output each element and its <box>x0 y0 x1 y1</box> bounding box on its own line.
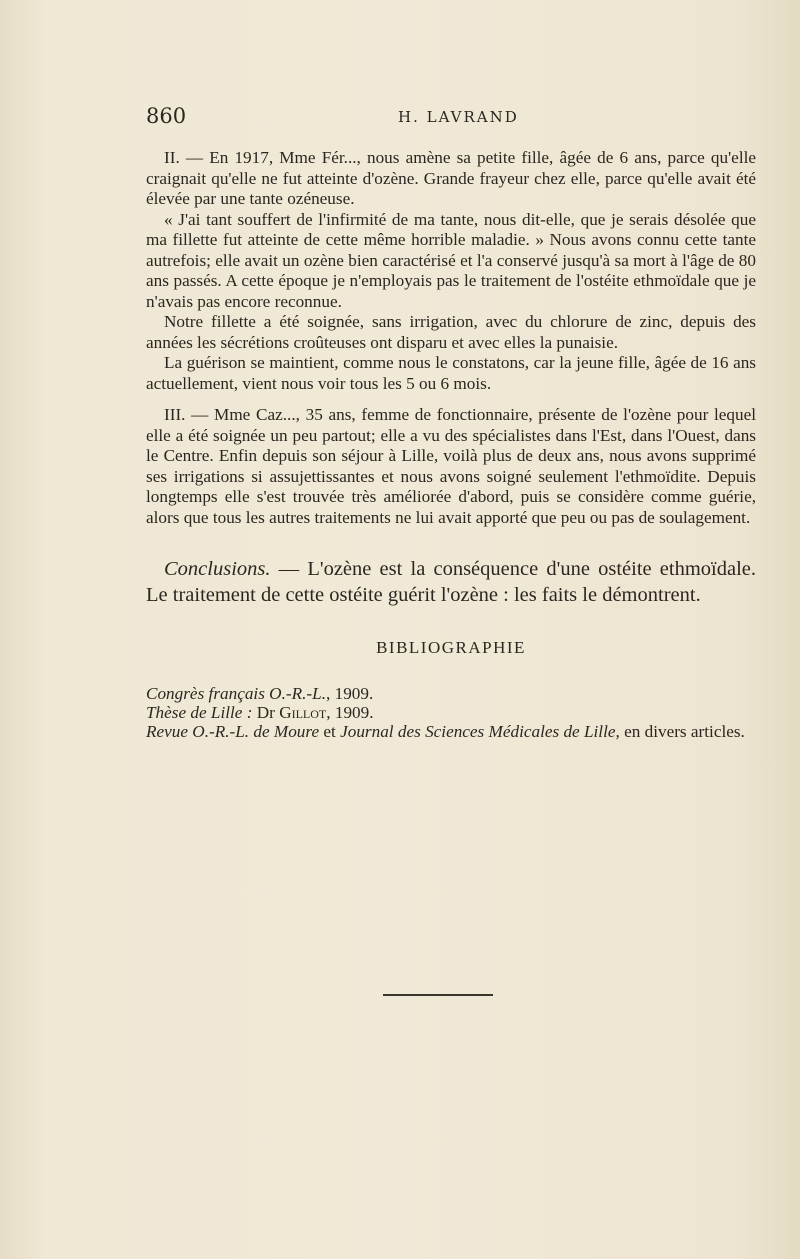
body-text <box>146 148 756 741</box>
page-number: 860 <box>146 104 187 128</box>
bib-entry-3-title-2: Journal des Sciences Médicales de Lille, <box>340 722 620 741</box>
bib-entry-3-title-1: Revue O.-R.-L. de Moure <box>146 722 320 741</box>
conclusions-lead: Conclusions. <box>164 558 271 580</box>
case-two-paragraph-3: Notre fillette a été soignée, sans irrigation, avec du chlorure de zinc, depuis des années les sécrétions croûteuses ont disparu et avec elles la punaisie. <box>146 312 756 352</box>
bib-entry-1-title: Congrès français O.-R.-L. <box>146 684 326 703</box>
case-two-paragraph-4: La guérison se maintient, comme nous le constatons, car la jeune fille, âgée de 16 ans actuellement, vient nous voir tous les 5 ou 6 mois. <box>146 353 756 393</box>
case-two-paragraph-2: « J'ai tant souffert de l'infirmité de ma tante, nous dit-elle, que je serais désolée que ma fillette fut atteinte de cette même horrible maladie. » Nous avons connu cette tante autrefois; elle avait un ozène bien caractérisé et l'a conservé jusqu'à sa mort à l'âge de 80 ans passés. A cette époque je n'employais pas le traitement de l'ostéite ethmoïdale que je n'avais pas encore reconnue. <box>146 209 756 311</box>
running-head: H. LAVRAND <box>398 108 519 126</box>
bibliography-list <box>146 684 756 741</box>
bibliography-entry <box>146 684 756 703</box>
case-three-paragraph: III. — Mme Caz..., 35 ans, femme de fonctionnaire, présente de l'ozène pour lequel elle a été soignée un peu partout; elle a vu des spécialistes dans l'Est, dans l'Ouest, dans le Centre. Enfin depuis son séjour à Lille, voilà plus de deux ans, nous avons supprimé ses irrigations si assujettissantes et nous avons soigné seulement l'ethmoïdite. Depuis longtemps elle s'est trouvée très améliorée d'abord, puis se considère comme guérie, alors que tous les autres traitements ne lui avait apporté que peu ou pas de soulagement. <box>146 405 756 527</box>
conclusions-text: — L'ozène est la conséquence d'une ostéite ethmoïdale. Le traitement de cette ostéite guérit l'ozène : les faits le démontrent. <box>146 558 756 606</box>
end-rule <box>383 994 493 996</box>
bibliography-entry <box>146 722 756 741</box>
case-two <box>146 148 756 394</box>
bib-entry-2-author: Gillot <box>279 703 327 722</box>
bib-entry-2-year: , 1909. <box>326 703 374 722</box>
bibliography-heading: BIBLIOGRAPHIE <box>376 638 526 657</box>
page-header <box>146 104 756 134</box>
bib-entry-1-year: , 1909. <box>326 684 374 703</box>
bibliography-entry <box>146 703 756 722</box>
case-two-paragraph-1: II. — En 1917, Mme Fér..., nous amène sa petite fille, âgée de 6 ans, parce qu'elle craignait qu'elle ne fut atteinte d'ozène. Grande frayeur chez elle, parce qu'elle avait été élevée par une tante ozéneuse. <box>146 148 756 208</box>
bib-entry-3-conjunction: et <box>319 722 341 741</box>
conclusions-paragraph <box>146 556 756 608</box>
bib-entry-2-title: Thèse de Lille : <box>146 703 253 722</box>
bib-entry-2-prefix: Dr <box>252 703 280 722</box>
case-three <box>146 405 756 528</box>
bib-entry-3-suffix: en divers articles. <box>619 722 745 741</box>
